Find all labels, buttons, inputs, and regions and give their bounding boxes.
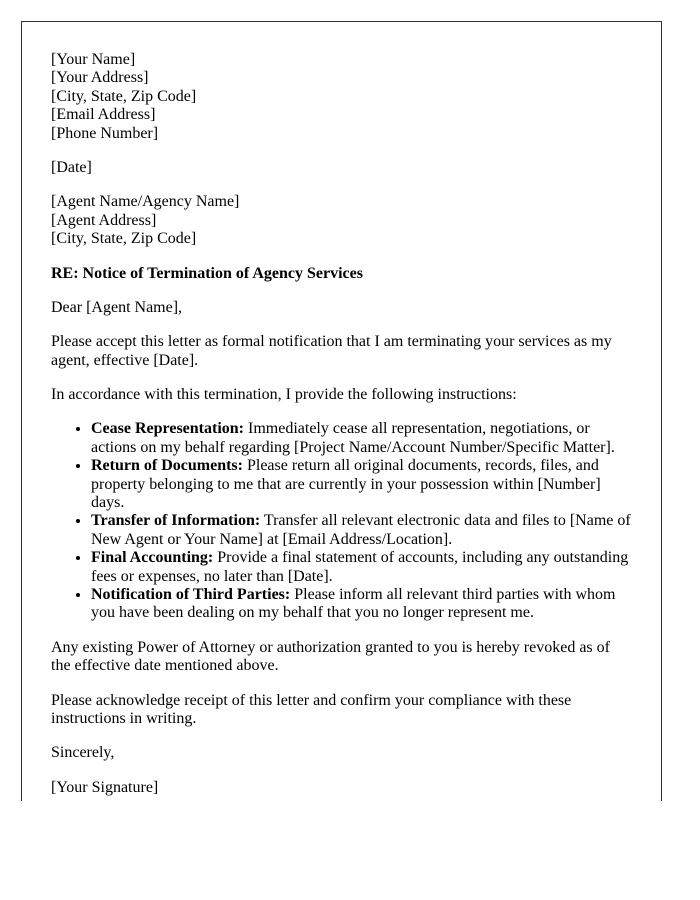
termination-letter-document xyxy=(21,21,662,801)
sender-city-state-zip: [City, State, Zip Code] xyxy=(51,87,197,105)
recipient-address: [Agent Address] xyxy=(51,211,157,229)
intro-paragraph: Please accept this letter as formal notification that I am terminating your services as my agent, effective [Date]. xyxy=(51,333,612,369)
instructions-lead-paragraph: In accordance with this termination, I provide the following instructions: xyxy=(51,386,517,404)
list-item-label: Notification of Third Parties: xyxy=(91,585,291,603)
revocation-paragraph: Any existing Power of Attorney or authorization granted to you is hereby revoked as of the effective date mentioned above. xyxy=(51,638,610,675)
instructions-list xyxy=(51,420,631,622)
sender-address: [Your Address] xyxy=(51,69,149,87)
list-item-cease-representation xyxy=(91,420,631,457)
list-item-label: Transfer of Information: xyxy=(91,512,261,530)
list-item-transfer-of-information xyxy=(91,512,631,549)
closing: Sincerely, xyxy=(51,744,115,762)
list-item-label: Return of Documents: xyxy=(91,457,243,475)
list-item-text: Please return all original documents, records, files, and property belonging to me that are currently in your possession within [Number] days. xyxy=(91,457,601,512)
list-item-return-of-documents xyxy=(91,457,631,512)
list-item-text: Immediately cease all representation, negotiations, or actions on my behalf regarding [Project Name/Account Number/Specific Matter]. xyxy=(91,420,615,456)
signature-placeholder: [Your Signature] xyxy=(51,778,159,796)
sender-email: [Email Address] xyxy=(51,106,156,124)
subject-line: RE: Notice of Termination of Agency Services xyxy=(51,264,363,282)
sender-name: [Your Name] xyxy=(51,51,136,68)
sender-address-block xyxy=(51,51,631,143)
list-item-label: Final Accounting: xyxy=(91,549,214,567)
list-item-label: Cease Representation: xyxy=(91,420,245,438)
list-item-text: Transfer all relevant electronic data and files to [Name of New Agent or Your Name] at [Email Address/Location]. xyxy=(91,512,631,548)
recipient-name: [Agent Name/Agency Name] xyxy=(51,193,240,211)
letter-date: [Date] xyxy=(51,158,92,176)
salutation: Dear [Agent Name], xyxy=(51,298,183,316)
recipient-address-block xyxy=(51,193,631,248)
list-item-text: Please inform all relevant third parties with whom you have been dealing on my behalf that you no longer represent me. xyxy=(91,585,616,622)
recipient-city-state-zip: [City, State, Zip Code] xyxy=(51,230,197,248)
sender-phone: [Phone Number] xyxy=(51,124,159,142)
acknowledge-paragraph: Please acknowledge receipt of this letter and confirm your compliance with these instructions in writing. xyxy=(51,691,572,727)
list-item-text: Provide a final statement of accounts, including any outstanding fees or expenses, no later than [Date]. xyxy=(91,549,629,585)
list-item-notification-of-third-parties xyxy=(91,586,631,623)
list-item-final-accounting xyxy=(91,549,631,586)
